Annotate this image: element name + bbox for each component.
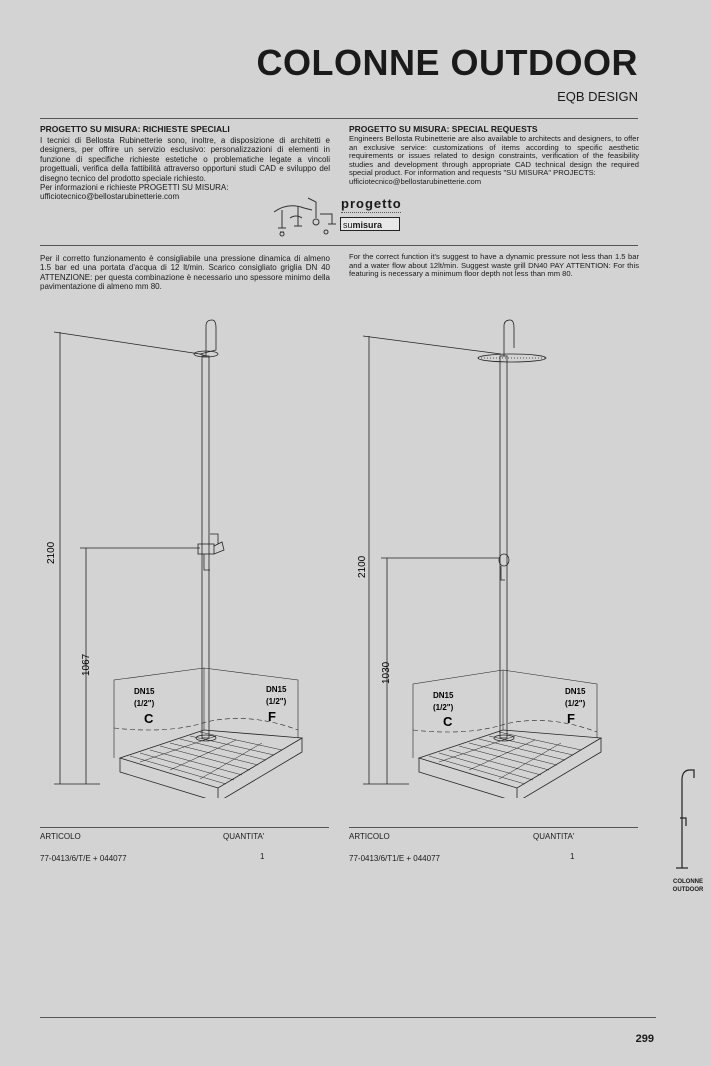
side-section-label bbox=[660, 878, 711, 894]
hot-letter-label: C bbox=[443, 714, 453, 729]
intro-en-email[interactable]: ufficiotecnico@bellostarubinetterie.com bbox=[349, 176, 482, 186]
logo-su: su bbox=[343, 220, 353, 230]
table-1-top-rule bbox=[40, 827, 329, 828]
technical-drawing-1 bbox=[40, 318, 330, 798]
taps-sketch-illustration bbox=[268, 188, 340, 240]
hot-size-label: (1/2") bbox=[134, 699, 155, 708]
column-thumbnail-icon bbox=[672, 768, 702, 872]
dim-label-total: 2100 bbox=[46, 541, 57, 564]
intro-en-heading: PROGETTO SU MISURA: SPECIAL REQUESTS bbox=[349, 124, 538, 134]
cold-letter-label: F bbox=[567, 711, 575, 726]
logo-dotted-line bbox=[341, 212, 401, 213]
header-divider bbox=[40, 118, 638, 119]
intro-it-info: Per informazioni e richieste PROGETTI SU MISURA: bbox=[40, 183, 229, 193]
progetto-logo-word: progetto bbox=[341, 196, 402, 211]
dim-label-mixer: 1067 bbox=[81, 653, 92, 676]
hot-letter-label: C bbox=[144, 711, 154, 726]
side-label-line1: COLONNE bbox=[673, 879, 703, 885]
table-1-col-article: ARTICOLO bbox=[40, 832, 81, 841]
intro-it-text: I tecnici di Bellosta Rubinetterie sono, inoltre, a disposizione di architetti e designers, per offrire un servizio esclusivo: personalizzazioni di elementi in funzione di specifiche richieste estetiche o problematiche legate a vincoli progettuali, verifica della fattibilità attraverso opportuni studi CAD e sviluppo del disegno tecnico del prodotto speciale richiesto. bbox=[40, 136, 330, 183]
table-2-qty: 1 bbox=[570, 852, 575, 861]
hot-dn-label: DN15 bbox=[433, 691, 454, 700]
cold-letter-label: F bbox=[268, 709, 276, 724]
hot-dn-label: DN15 bbox=[134, 687, 155, 696]
cold-dn-label: DN15 bbox=[266, 685, 287, 694]
side-label-line2: OUTDOOR bbox=[672, 887, 704, 893]
table-1-col-qty: QUANTITA' bbox=[223, 832, 265, 841]
table-1-qty: 1 bbox=[260, 852, 265, 861]
cold-size-label: (1/2") bbox=[266, 697, 287, 706]
table-2-article-code: 77-0413/6/T1/E + 044077 bbox=[349, 854, 440, 863]
cold-dn-label: DN15 bbox=[565, 687, 586, 696]
note-en: For the correct function it's suggest to have a dynamic pressure not less than 1.5 bar and a water flow about 12lt/min. Suggest waste grill DN40 PAY ATTENTION: For this featuring is necessary a minimum floor depth not less than mm 80. bbox=[349, 252, 639, 279]
cold-size-label: (1/2") bbox=[565, 699, 586, 708]
technical-drawing-2 bbox=[349, 318, 639, 798]
hot-size-label: (1/2") bbox=[433, 703, 454, 712]
page-title: COLONNE OUTDOOR bbox=[256, 42, 638, 83]
table-2-top-rule bbox=[349, 827, 638, 828]
page-subtitle: EQB DESIGN bbox=[557, 89, 638, 104]
logo-misura: misura bbox=[352, 220, 383, 230]
dim-label-mixer: 1030 bbox=[381, 661, 392, 684]
intro-it-email[interactable]: ufficiotecnico@bellostarubinetterie.com bbox=[40, 192, 180, 202]
dim-label-total: 2100 bbox=[357, 555, 368, 578]
note-it: Per il corretto funzionamento è consigliabile una pressione dinamica di almeno 1.5 bar ed una portata d'acqua di 12 lt/min. Scarico consigliato griglia DN 40 ATTENZIONE: per questa combinazione è necessario uno spessore minimo della pavimentazione di almeno mm 80. bbox=[40, 254, 330, 292]
table-2-col-article: ARTICOLO bbox=[349, 832, 390, 841]
intro-it-heading: PROGETTO SU MISURA: RICHIESTE SPECIALI bbox=[40, 124, 230, 134]
page-number: 299 bbox=[635, 1033, 654, 1045]
footer-rule bbox=[40, 1017, 656, 1018]
intro-en-body bbox=[349, 135, 639, 187]
intro-divider bbox=[40, 245, 638, 246]
table-1-article-code: 77-0413/6/T/E + 044077 bbox=[40, 854, 127, 863]
table-2-col-qty: QUANTITA' bbox=[533, 832, 575, 841]
sumisura-logo-box bbox=[340, 217, 400, 231]
intro-en-text: Engineers Bellosta Rubinetterie are also available to architects and designers, to offer an exclusive service: customizations of items according to specific aesthetic requirements or issues related to design constraints, verification of the feasibility studies and development through appropriate CAD technical design the required special product. For information and requests "SU MISURA" PROJECTS: bbox=[349, 134, 639, 178]
